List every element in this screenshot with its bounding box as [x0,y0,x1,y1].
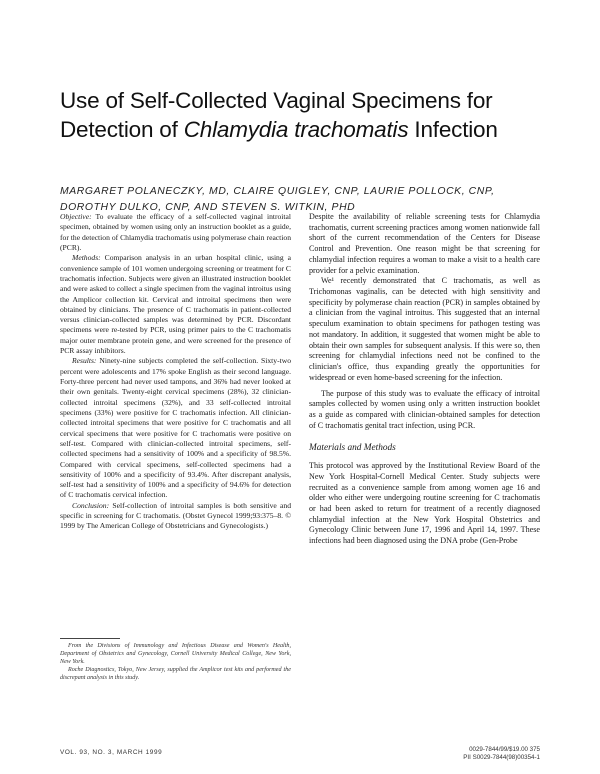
results-label: Results: [72,356,97,366]
objective-label: Objective: [60,212,92,221]
abstract-results [60,356,291,500]
article-title [60,86,530,144]
title-line-2-post: Infection [408,117,498,142]
title-line-2 [60,115,530,144]
methods-text: Comparison analysis in an urban hospital clinic, using a convenience sample of 101 women undergoing screening or treatment for C trachomatis infection. Subjects were given an illustrated instruction booklet and were asked to collect a single specimen from the vaginal introitus using the Amplicor collection kit. Cervical and introital specimens then were obtained by clinicians. The presence of C trachomatis in patient-collected versus clinician-collected samples was determined by PCR. Discordant specimens were re-tested by PCR, using primer pairs to the C trachomatis major outer membrane protein gene, and were screened for the presence of PCR assay inhibitors. [60,253,291,356]
methods-paragraph-1: This protocol was approved by the Institutional Review Board of the New York Hospital-Cornell Medical Center. Study subjects were recruited as a convenience sample from among women age 16 and older who either were undergoing routine screening for C trachomatis or had been asked to return for treatment of a recently diagnosed chlamydial infection at the New York Hospital Obstetrics and Gynecology Clinic between June 17, 1996 and April 14, 1997. These infections had been diagnosed using the DNA probe (Gen-Probe [309,461,540,546]
authors-line-2: DOROTHY DULKO, CNP, AND STEVEN S. WITKIN, PHD [60,201,356,213]
section-heading: Materials and Methods [309,443,396,454]
title-line-2-pre: Detection of [60,117,184,142]
author-list [60,184,560,215]
journal-footer: VOL. 93, NO. 3, MARCH 1999 [60,749,163,756]
intro-paragraph-2: We¹ recently demonstrated that C trachomatis, as well as Trichomonas vaginalis, can be detected with high sensitivity and specificity by polymerase chain reaction (PCR) in samples obtained by a clinician from the vaginal introitus. This suggested that an internal speculum examination to obtain specimens for pathogen testing was not mandatory. In addition, it suggested that women might be able to obtain their own samples for subsequent analysis. If this were so, then screening for chlamydial infections need not be confined to the clinician's office, thus expanding greatly the opportunities for widespread or even home-based screening for the infection. [309,276,540,382]
conclusion-text: Self-collection of introital samples is both sensitive and specific in screening for C trachomatis. (Obstet Gynecol 1999;93:375–8. © 1999 by The American College of Obstetricians and Gynecologists.) [60,500,291,531]
abstract [60,212,291,532]
abstract-methods [60,253,291,356]
issn-line: 0029-7844/99/$19.00 375 [469,746,540,753]
intro-paragraph-3: The purpose of this study was to evaluate the efficacy of introital samples collected by women using only a written instruction booklet as a guide as compared with clinician-obtained samples for detection of C trachomatis genital tract infection, using PCR. [309,388,540,430]
footnote-affiliation: From the Divisions of Immunology and Infectious Disease and Women's Health, Department of Obstetrics and Gynecology, Cornell University Medical College, New York, New York. [60,643,291,665]
title-organism: Chlamydia trachomatis [183,117,409,142]
conclusion-label: Conclusion: [72,500,110,510]
footnotes [60,643,291,683]
objective-text: To evaluate the efficacy of a self-collected vaginal introital specimen, obtained by women using only an instruction booklet as a guide, for the detection of Chlamydia trachomatis using polymerase chain reaction (PCR). [60,212,291,252]
methods-label: Methods: [72,253,101,263]
abstract-objective [60,212,291,253]
title-line-1: Use of Self-Collected Vaginal Specimens for [60,88,493,113]
issn-footer [428,746,540,762]
footnote-disclosure: Roche Diagnostics, Tokyo, New Jersey, supplied the Amplicor test kits and performed the discrepant analysis in this study. [60,666,291,681]
results-text: Ninety-nine subjects completed the self-collection. Sixty-two percent were adolescents and 17% spoke English as their second language. Forty-three percent had never used tampons, and 36% had never looked at their own genitals. Twenty-eight cervical specimens (28%), 32 clinician-collected introital specimens (32%), and 33 self-collected introital specimens (33%) were positive for C trachomatis infection. All clinician-collected introital specimens that were positive for C trachomatis and all cervical specimens that were positive for C trachomatis were positive on self-test. Compared with clinician-collected introital specimens, self-collected specimens had a sensitivity of 100% and a specificity of 98.5%. Compared with cervical specimens, self-collected specimens had a sensitivity of 100% and a specificity of 93.4%. After discrepant analysis, self-test had a sensitivity of 100% and a specificity of 94.6% for detection of C trachomatis cervical infection. [60,356,291,500]
body-text [309,212,540,547]
pii-line: PII S0029-7844(98)00354-1 [463,754,540,761]
authors-line-1: MARGARET POLANECZKY, MD, CLAIRE QUIGLEY, CNP, LAURIE POLLOCK, CNP, [60,186,495,197]
intro-paragraph-1: Despite the availability of reliable screening tests for Chlamydia trachomatis, current screening practices among women nationwide fall short of the current recommendation of the Centers for Disease Control and Prevention. One reason might be that screening for chlamydial infection requires a woman to make a visit to a health care provider for a pelvic examination. [309,212,540,275]
footnote-rule [60,638,120,639]
abstract-conclusion [60,501,291,532]
